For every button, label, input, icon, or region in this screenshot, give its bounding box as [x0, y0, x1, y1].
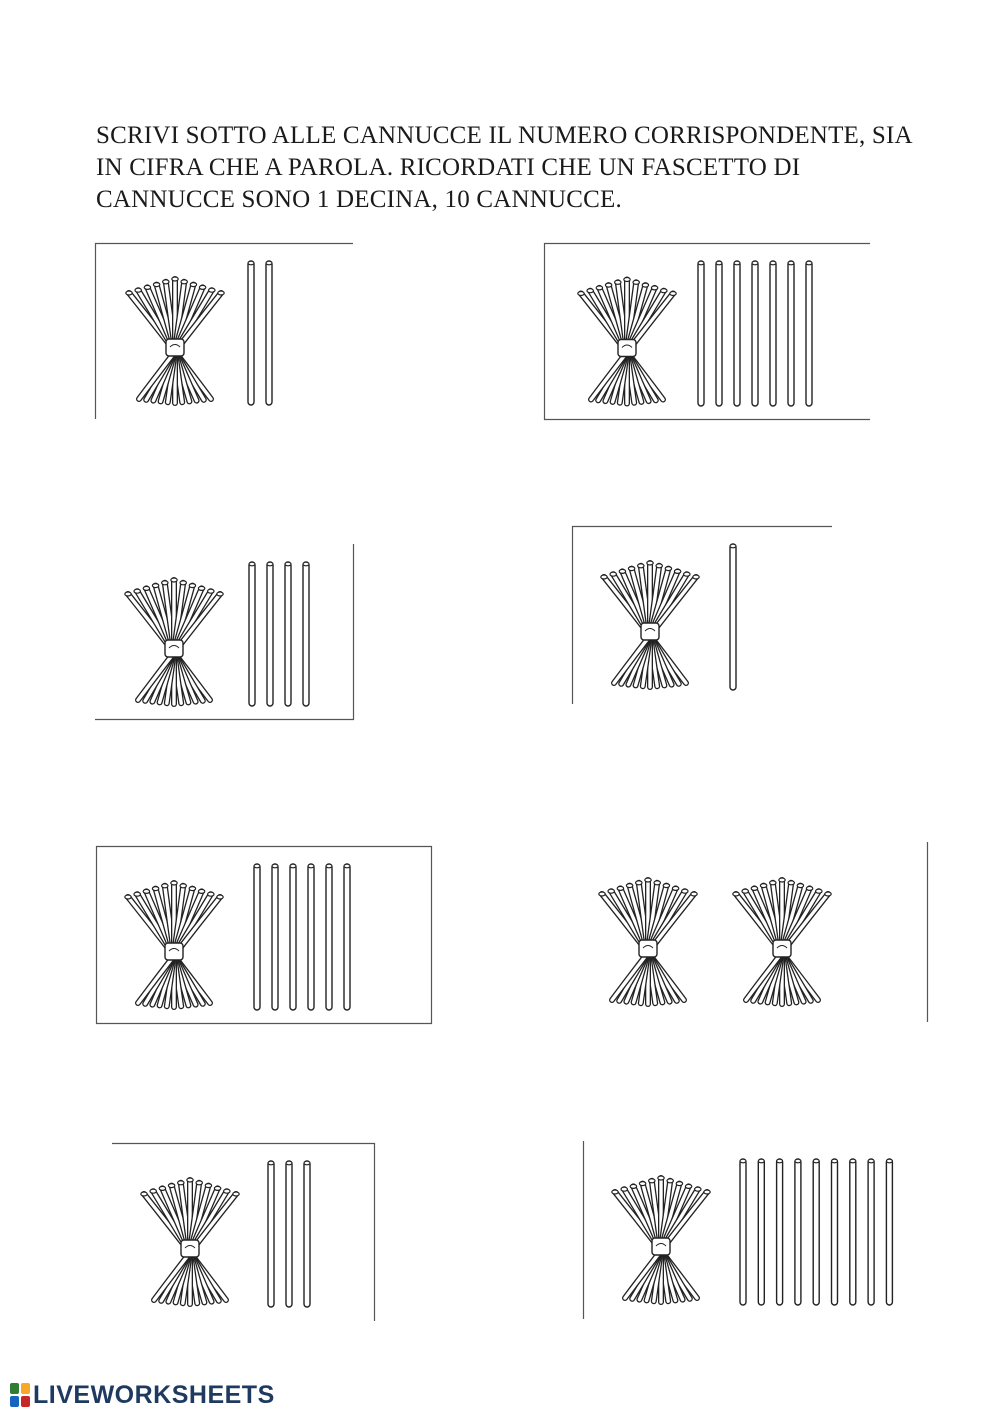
single-straw	[850, 1159, 856, 1305]
single-straw	[249, 562, 255, 706]
straw-bundle	[612, 1176, 710, 1302]
single-straw	[248, 261, 254, 405]
exercise-panel-2	[544, 243, 870, 420]
instructions-line-2: IN CIFRA CHE A PAROLA. RICORDATI CHE UN FASCETTO DI	[96, 154, 801, 181]
straws-illustration	[95, 243, 353, 419]
straws-illustration	[590, 842, 928, 1022]
straws-illustration	[544, 243, 870, 420]
single-straw	[777, 1159, 783, 1305]
instructions-text	[96, 120, 916, 216]
logo-grid-icon	[10, 1383, 30, 1407]
single-straw	[303, 562, 309, 706]
single-straw	[758, 1159, 764, 1305]
single-straw	[285, 562, 291, 706]
straws-illustration	[583, 1141, 903, 1319]
single-straw	[272, 864, 278, 1010]
straw-bundle	[126, 277, 224, 403]
single-straw	[344, 864, 350, 1010]
single-straw	[770, 261, 776, 406]
straws-illustration	[96, 846, 432, 1024]
single-straw	[734, 261, 740, 406]
straws-illustration	[572, 526, 832, 704]
single-straw	[716, 261, 722, 406]
single-straw	[304, 1161, 310, 1307]
exercise-panel-8	[583, 1141, 903, 1319]
single-straw	[267, 562, 273, 706]
instructions-line-3: CANNUCCE SONO 1 DECINA, 10 CANNUCCE.	[96, 186, 622, 213]
straws-illustration	[95, 544, 354, 720]
single-straw	[752, 261, 758, 406]
single-straw	[266, 261, 272, 405]
exercise-panel-1	[95, 243, 353, 419]
exercise-panel-7	[112, 1143, 375, 1321]
single-straw	[806, 261, 812, 406]
single-straw	[326, 864, 332, 1010]
single-straw	[730, 544, 736, 690]
single-straw	[268, 1161, 274, 1307]
logo-brand-text: LIVEWORKSHEETS	[33, 1380, 275, 1409]
liveworksheets-logo	[10, 1380, 275, 1410]
exercise-panel-3	[95, 544, 354, 720]
straw-bundle	[733, 878, 831, 1004]
straw-bundle	[599, 878, 697, 1004]
instructions-line-1: SCRIVI SOTTO ALLE CANNUCCE IL NUMERO CORRISPONDENTE, SIA	[96, 122, 913, 149]
single-straw	[698, 261, 704, 406]
single-straw	[254, 864, 260, 1010]
straws-illustration	[112, 1143, 375, 1321]
straw-bundle	[578, 278, 676, 404]
single-straw	[813, 1159, 819, 1305]
single-straw	[832, 1159, 838, 1305]
single-straw	[290, 864, 296, 1010]
straw-bundle	[141, 1178, 239, 1304]
single-straw	[795, 1159, 801, 1305]
single-straw	[868, 1159, 874, 1305]
straw-bundle	[125, 578, 223, 704]
straw-bundle	[125, 881, 223, 1007]
single-straw	[308, 864, 314, 1010]
single-straw	[886, 1159, 892, 1305]
exercise-panel-5	[96, 846, 432, 1024]
single-straw	[788, 261, 794, 406]
exercise-panel-6	[590, 842, 928, 1022]
single-straw	[286, 1161, 292, 1307]
single-straw	[740, 1159, 746, 1305]
straw-bundle	[601, 561, 699, 687]
exercise-panel-4	[572, 526, 832, 704]
